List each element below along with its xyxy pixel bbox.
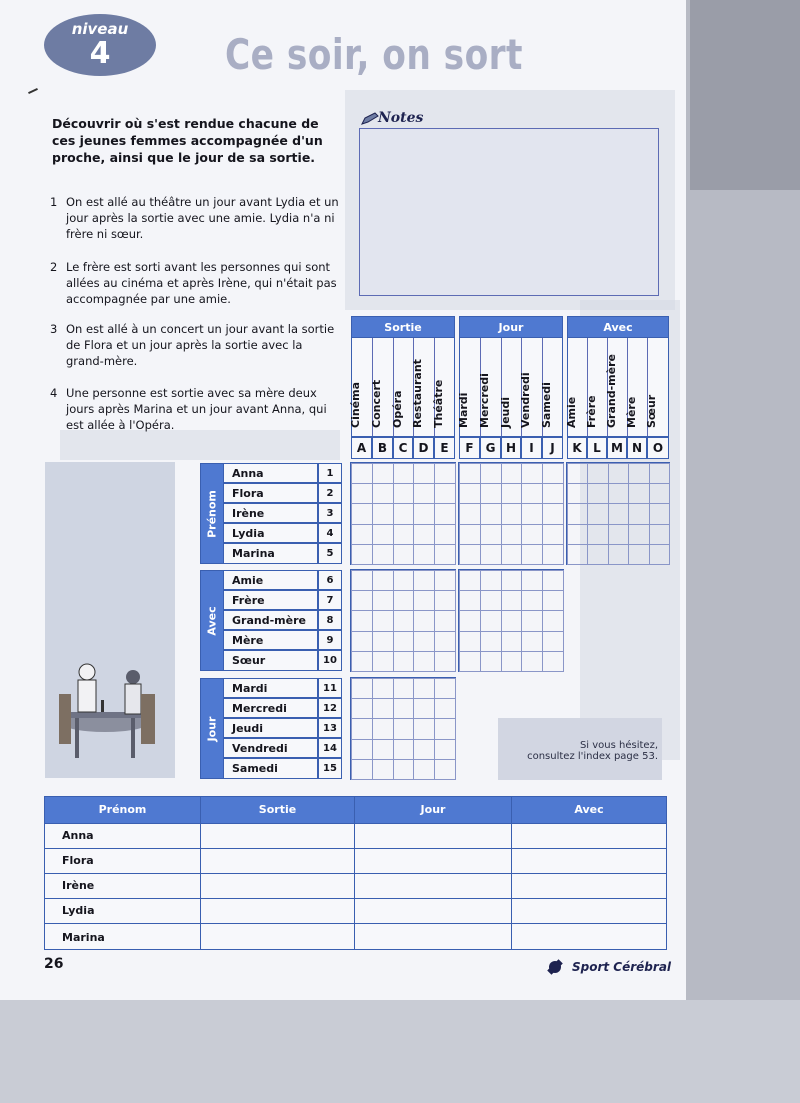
background-shadow-top-right	[690, 0, 800, 190]
grid-cell[interactable]	[480, 463, 502, 484]
row-label-mercredi: Mercredi	[224, 698, 318, 718]
grid-cell[interactable]	[459, 651, 481, 672]
grid-cell[interactable]	[351, 698, 373, 719]
column-label: Mercredi	[478, 373, 491, 428]
row-label-vendredi: Vendredi	[224, 738, 318, 758]
row-number: 13	[318, 718, 342, 738]
grid-cell[interactable]	[393, 678, 415, 699]
row-label-lydia: Lydia	[224, 523, 318, 543]
column-label: Vendredi	[519, 372, 532, 428]
grid-cell[interactable]	[649, 544, 670, 565]
grid-cell[interactable]	[587, 503, 608, 524]
answer-name: Lydia	[62, 904, 95, 917]
grid-cell[interactable]	[393, 544, 415, 565]
grid-cell[interactable]	[372, 544, 394, 565]
grid-cell[interactable]	[628, 463, 649, 484]
column-letter: O	[647, 437, 669, 459]
grid-cell[interactable]	[351, 718, 373, 739]
grid-cell[interactable]	[628, 503, 649, 524]
page-texture	[60, 430, 340, 460]
clue-1	[50, 194, 340, 242]
grid-cell[interactable]	[542, 590, 564, 611]
grid-cell[interactable]	[521, 544, 543, 565]
grid-cell[interactable]	[434, 651, 456, 672]
grid-cell[interactable]	[521, 570, 543, 591]
grid-cell[interactable]	[413, 590, 435, 611]
grid-avec-sortie[interactable]	[351, 570, 455, 671]
grid-cell[interactable]	[434, 544, 456, 565]
grid-cell[interactable]	[351, 590, 373, 611]
answer-name: Anna	[62, 829, 94, 842]
column-letter: F	[459, 437, 480, 459]
row-number: 10	[318, 650, 342, 671]
grid-cell[interactable]	[459, 610, 481, 631]
row-number: 15	[318, 758, 342, 779]
hint-line-1: Si vous hésitez,	[579, 740, 658, 751]
grid-cell[interactable]	[413, 698, 435, 719]
grid-cell[interactable]	[459, 463, 481, 484]
column-label: Grand-mère	[604, 354, 618, 428]
grid-prenom-avec[interactable]	[567, 463, 669, 564]
grid-cell[interactable]	[351, 610, 373, 631]
level-number: 4	[89, 36, 111, 71]
grid-cell[interactable]	[567, 483, 588, 504]
grid-cell[interactable]	[393, 463, 415, 484]
grid-prenom-jour[interactable]	[459, 463, 563, 564]
grid-cell[interactable]	[480, 570, 502, 591]
grid-cell[interactable]	[434, 610, 456, 631]
grid-cell[interactable]	[351, 570, 373, 591]
grid-cell[interactable]	[459, 544, 481, 565]
grid-cell[interactable]	[372, 651, 394, 672]
grid-cell[interactable]	[587, 483, 608, 504]
grid-cell[interactable]	[542, 631, 564, 652]
row-label-marina: Marina	[224, 543, 318, 564]
clue-number: 1	[50, 195, 58, 209]
grid-cell[interactable]	[413, 610, 435, 631]
grid-cell[interactable]	[459, 503, 481, 524]
grid-cell[interactable]	[413, 524, 435, 545]
row-label-samedi: Samedi	[224, 758, 318, 779]
answer-header-prenom: Prénom	[45, 797, 200, 823]
grid-cell[interactable]	[372, 678, 394, 699]
grid-cell[interactable]	[459, 483, 481, 504]
grid-cell[interactable]	[434, 483, 456, 504]
column-letter: N	[627, 437, 647, 459]
grid-cell[interactable]	[413, 483, 435, 504]
grid-cell[interactable]	[393, 610, 415, 631]
row-number: 1	[318, 463, 342, 483]
grid-cell[interactable]	[351, 524, 373, 545]
row-label-mardi: Mardi	[224, 678, 318, 698]
row-number: 5	[318, 543, 342, 564]
grid-cell[interactable]	[434, 759, 456, 780]
grid-cell[interactable]	[649, 483, 670, 504]
grid-cell[interactable]	[372, 590, 394, 611]
grid-cell[interactable]	[501, 524, 523, 545]
grid-cell[interactable]	[608, 544, 629, 565]
grid-cell[interactable]	[351, 631, 373, 652]
grid-cell[interactable]	[372, 631, 394, 652]
grid-cell[interactable]	[480, 651, 502, 672]
clue-text: On est allé au théâtre un jour avant Lydia et un jour après la sortie avec une amie. Lydia n'a ni frère ni sœur.	[66, 195, 339, 241]
grid-cell[interactable]	[413, 678, 435, 699]
background-shadow-bottom	[0, 1000, 800, 1103]
header-jour: Jour	[459, 316, 563, 338]
grid-cell[interactable]	[542, 483, 564, 504]
row-label-mere: Mère	[224, 630, 318, 650]
grid-cell[interactable]	[393, 651, 415, 672]
grid-cell[interactable]	[501, 544, 523, 565]
row-label-frere: Frère	[224, 590, 318, 610]
grid-cell[interactable]	[542, 651, 564, 672]
row-number: 12	[318, 698, 342, 718]
grid-cell[interactable]	[501, 631, 523, 652]
column-letter: J	[542, 437, 563, 459]
grid-cell[interactable]	[393, 570, 415, 591]
grid-cell[interactable]	[372, 759, 394, 780]
grid-cell[interactable]	[628, 544, 649, 565]
brand-name: Sport Cérébral	[572, 960, 672, 974]
row-label-soeur: Sœur	[224, 650, 318, 671]
column-label: Frère	[584, 395, 598, 428]
grid-cell[interactable]	[521, 651, 543, 672]
grid-cell[interactable]	[351, 759, 373, 780]
grid-cell[interactable]	[501, 483, 523, 504]
grid-cell[interactable]	[413, 718, 435, 739]
grid-cell[interactable]	[459, 590, 481, 611]
column-letter: G	[480, 437, 501, 459]
grid-cell[interactable]	[413, 759, 435, 780]
hint-line-2: consultez l'index page 53.	[527, 751, 658, 762]
grid-cell[interactable]	[587, 524, 608, 545]
answer-divider	[200, 797, 201, 949]
column-samedi	[539, 338, 562, 436]
side-header-avec	[200, 570, 224, 671]
side-header-label: Prénom	[205, 489, 219, 538]
column-letter: C	[393, 437, 413, 459]
grid-cell[interactable]	[501, 463, 523, 484]
column-label: Restaurant	[411, 359, 424, 428]
grid-cell[interactable]	[459, 631, 481, 652]
header-avec: Avec	[567, 316, 669, 338]
grid-jour-sortie[interactable]	[351, 678, 455, 779]
grid-cell[interactable]	[351, 544, 373, 565]
grid-cell[interactable]	[608, 503, 629, 524]
grid-cell[interactable]	[459, 570, 481, 591]
grid-cell[interactable]	[521, 463, 543, 484]
grid-cell[interactable]	[501, 651, 523, 672]
column-letter: I	[521, 437, 542, 459]
avec-columns	[564, 337, 669, 437]
dinner-illustration-icon	[45, 462, 175, 778]
column-label: Amie	[564, 396, 578, 428]
grid-cell[interactable]	[372, 570, 394, 591]
clue-number: 2	[50, 260, 58, 274]
grid-cell[interactable]	[434, 590, 456, 611]
page-title: Ce soir, on sort	[225, 30, 523, 79]
grid-cell[interactable]	[501, 590, 523, 611]
answer-row[interactable]	[45, 873, 666, 898]
grid-cell[interactable]	[413, 631, 435, 652]
answer-name: Irène	[62, 879, 95, 892]
row-label-flora: Flora	[224, 483, 318, 503]
grid-cell[interactable]	[542, 544, 564, 565]
answer-header-jour: Jour	[355, 797, 511, 823]
grid-cell[interactable]	[351, 463, 373, 484]
grid-cell[interactable]	[567, 463, 588, 484]
grid-cell[interactable]	[413, 503, 435, 524]
grid-cell[interactable]	[521, 503, 543, 524]
grid-cell[interactable]	[434, 739, 456, 760]
grid-cell[interactable]	[521, 610, 543, 631]
grid-cell[interactable]	[393, 759, 415, 780]
row-number: 7	[318, 590, 342, 610]
column-label: Opéra	[390, 390, 404, 428]
level-badge	[44, 14, 156, 76]
grid-cell[interactable]	[434, 678, 456, 699]
column-soeur	[645, 338, 668, 436]
grid-cell[interactable]	[542, 570, 564, 591]
grid-cell[interactable]	[372, 610, 394, 631]
answer-header-avec: Avec	[512, 797, 666, 823]
header-sortie: Sortie	[351, 316, 455, 338]
column-label: Théâtre	[431, 379, 445, 428]
side-header-label: Avec	[205, 605, 219, 636]
answer-divider	[511, 797, 512, 949]
grid-cell[interactable]	[393, 483, 415, 504]
grid-cell[interactable]	[434, 524, 456, 545]
clue-4	[50, 385, 340, 433]
grid-cell[interactable]	[501, 503, 523, 524]
grid-cell[interactable]	[413, 651, 435, 672]
grid-cell[interactable]	[459, 524, 481, 545]
answer-row[interactable]	[45, 923, 666, 949]
clue-number: 4	[50, 386, 58, 400]
grid-cell[interactable]	[542, 463, 564, 484]
grid-cell[interactable]	[372, 463, 394, 484]
column-letter: K	[567, 437, 587, 459]
grid-cell[interactable]	[351, 503, 373, 524]
grid-cell[interactable]	[413, 463, 435, 484]
grid-cell[interactable]	[372, 524, 394, 545]
grid-cell[interactable]	[567, 524, 588, 545]
grid-cell[interactable]	[372, 698, 394, 719]
row-number: 9	[318, 630, 342, 650]
clue-text: On est allé à un concert un jour avant la sortie de Flora et un jour après la sortie avec la grand-mère.	[66, 322, 335, 368]
grid-cell[interactable]	[480, 544, 502, 565]
grid-cell[interactable]	[608, 524, 629, 545]
row-number: 2	[318, 483, 342, 503]
brand-logo-icon	[549, 961, 561, 973]
column-letter: M	[607, 437, 627, 459]
grid-cell[interactable]	[628, 524, 649, 545]
row-number: 3	[318, 503, 342, 523]
grid-cell[interactable]	[413, 739, 435, 760]
column-letter: L	[587, 437, 607, 459]
grid-cell[interactable]	[567, 503, 588, 524]
grid-cell[interactable]	[587, 544, 608, 565]
row-number: 4	[318, 523, 342, 543]
grid-cell[interactable]	[413, 570, 435, 591]
grid-cell[interactable]	[413, 544, 435, 565]
grid-cell[interactable]	[480, 610, 502, 631]
grid-cell[interactable]	[480, 631, 502, 652]
grid-cell[interactable]	[372, 739, 394, 760]
intro-text: Découvrir où s'est rendue chacune de ces jeunes femmes accompagnée d'un proche, ainsi que le jour de sa sortie.	[52, 116, 323, 165]
grid-cell[interactable]	[542, 503, 564, 524]
grid-cell[interactable]	[521, 483, 543, 504]
column-label: Samedi	[539, 382, 553, 428]
answer-divider	[354, 797, 355, 949]
grid-cell[interactable]	[434, 631, 456, 652]
column-letter: E	[434, 437, 455, 459]
column-letter: D	[413, 437, 434, 459]
answer-row[interactable]	[45, 848, 666, 873]
grid-prenom-sortie[interactable]	[351, 463, 455, 564]
grid-cell[interactable]	[351, 651, 373, 672]
grid-cell[interactable]	[608, 463, 629, 484]
grid-cell[interactable]	[649, 524, 670, 545]
pencil-icon	[360, 112, 380, 126]
column-letter: H	[501, 437, 521, 459]
grid-cell[interactable]	[501, 570, 523, 591]
grid-cell[interactable]	[480, 590, 502, 611]
row-number: 6	[318, 570, 342, 590]
notes-area[interactable]	[359, 128, 659, 296]
row-number: 14	[318, 738, 342, 758]
grid-cell[interactable]	[393, 698, 415, 719]
grid-cell[interactable]	[501, 610, 523, 631]
column-label: Sœur	[645, 394, 658, 428]
grid-cell[interactable]	[393, 718, 415, 739]
grid-avec-jour[interactable]	[459, 570, 563, 671]
row-label-anna: Anna	[224, 463, 318, 483]
row-label-grand-mere: Grand-mère	[224, 610, 318, 630]
clue-text: Le frère est sorti avant les personnes qui sont allées au cinéma et après Irène, qui n'était pas accompagnée par une amie.	[66, 260, 337, 306]
level-word: niveau	[71, 20, 129, 38]
column-label: Mardi	[457, 392, 470, 428]
row-number: 11	[318, 678, 342, 698]
sortie-columns	[351, 337, 455, 437]
grid-cell[interactable]	[521, 631, 543, 652]
grid-cell[interactable]	[351, 739, 373, 760]
grid-cell[interactable]	[372, 503, 394, 524]
grid-cell[interactable]	[480, 503, 502, 524]
answer-row[interactable]	[45, 823, 666, 848]
clue-text: Une personne est sortie avec sa mère deux jours après Marina et un jour avant Anna, qui est allée à l'Opéra.	[66, 386, 327, 432]
column-theatre	[431, 338, 454, 436]
column-label: Mère	[624, 396, 638, 428]
notes-label: Notes	[378, 110, 424, 126]
grid-cell[interactable]	[434, 463, 456, 484]
answer-table	[44, 796, 667, 950]
column-label: Cinéma	[349, 381, 362, 428]
grid-cell[interactable]	[480, 483, 502, 504]
grid-cell[interactable]	[393, 503, 415, 524]
grid-cell[interactable]	[521, 590, 543, 611]
grid-cell[interactable]	[393, 590, 415, 611]
grid-cell[interactable]	[393, 631, 415, 652]
grid-cell[interactable]	[393, 739, 415, 760]
grid-cell[interactable]	[434, 570, 456, 591]
row-label-amie: Amie	[224, 570, 318, 590]
grid-cell[interactable]	[480, 524, 502, 545]
row-label-irene: Irène	[224, 503, 318, 523]
grid-cell[interactable]	[372, 718, 394, 739]
grid-cell[interactable]	[649, 463, 670, 484]
answer-name: Flora	[62, 854, 94, 867]
answer-header-sortie: Sortie	[201, 797, 354, 823]
side-header-label: Jour	[205, 716, 219, 741]
jour-columns	[459, 337, 563, 437]
grid-cell[interactable]	[434, 698, 456, 719]
grid-cell[interactable]	[434, 718, 456, 739]
clue-2	[50, 259, 340, 307]
grid-cell[interactable]	[372, 483, 394, 504]
grid-cell[interactable]	[587, 463, 608, 484]
column-letter: A	[351, 437, 372, 459]
side-header-prenom	[200, 463, 224, 564]
side-header-jour	[200, 678, 224, 779]
clue-3	[50, 321, 340, 369]
grid-cell[interactable]	[351, 678, 373, 699]
answer-name: Marina	[62, 931, 105, 944]
hint-box	[498, 718, 662, 780]
grid-cell[interactable]	[608, 483, 629, 504]
row-label-jeudi: Jeudi	[224, 718, 318, 738]
grid-cell[interactable]	[351, 483, 373, 504]
column-letter: B	[372, 437, 393, 459]
column-label: Jeudi	[498, 396, 512, 428]
page-number: 26	[44, 956, 64, 972]
grid-cell[interactable]	[434, 503, 456, 524]
grid-cell[interactable]	[542, 610, 564, 631]
illustration-panel	[45, 462, 175, 778]
answer-row[interactable]	[45, 898, 666, 923]
clue-number: 3	[50, 322, 58, 336]
grid-cell[interactable]	[542, 524, 564, 545]
column-label: Concert	[370, 379, 383, 428]
grid-cell[interactable]	[649, 503, 670, 524]
grid-cell[interactable]	[628, 483, 649, 504]
grid-cell[interactable]	[521, 524, 543, 545]
row-number: 8	[318, 610, 342, 630]
grid-cell[interactable]	[567, 544, 588, 565]
grid-cell[interactable]	[393, 524, 415, 545]
